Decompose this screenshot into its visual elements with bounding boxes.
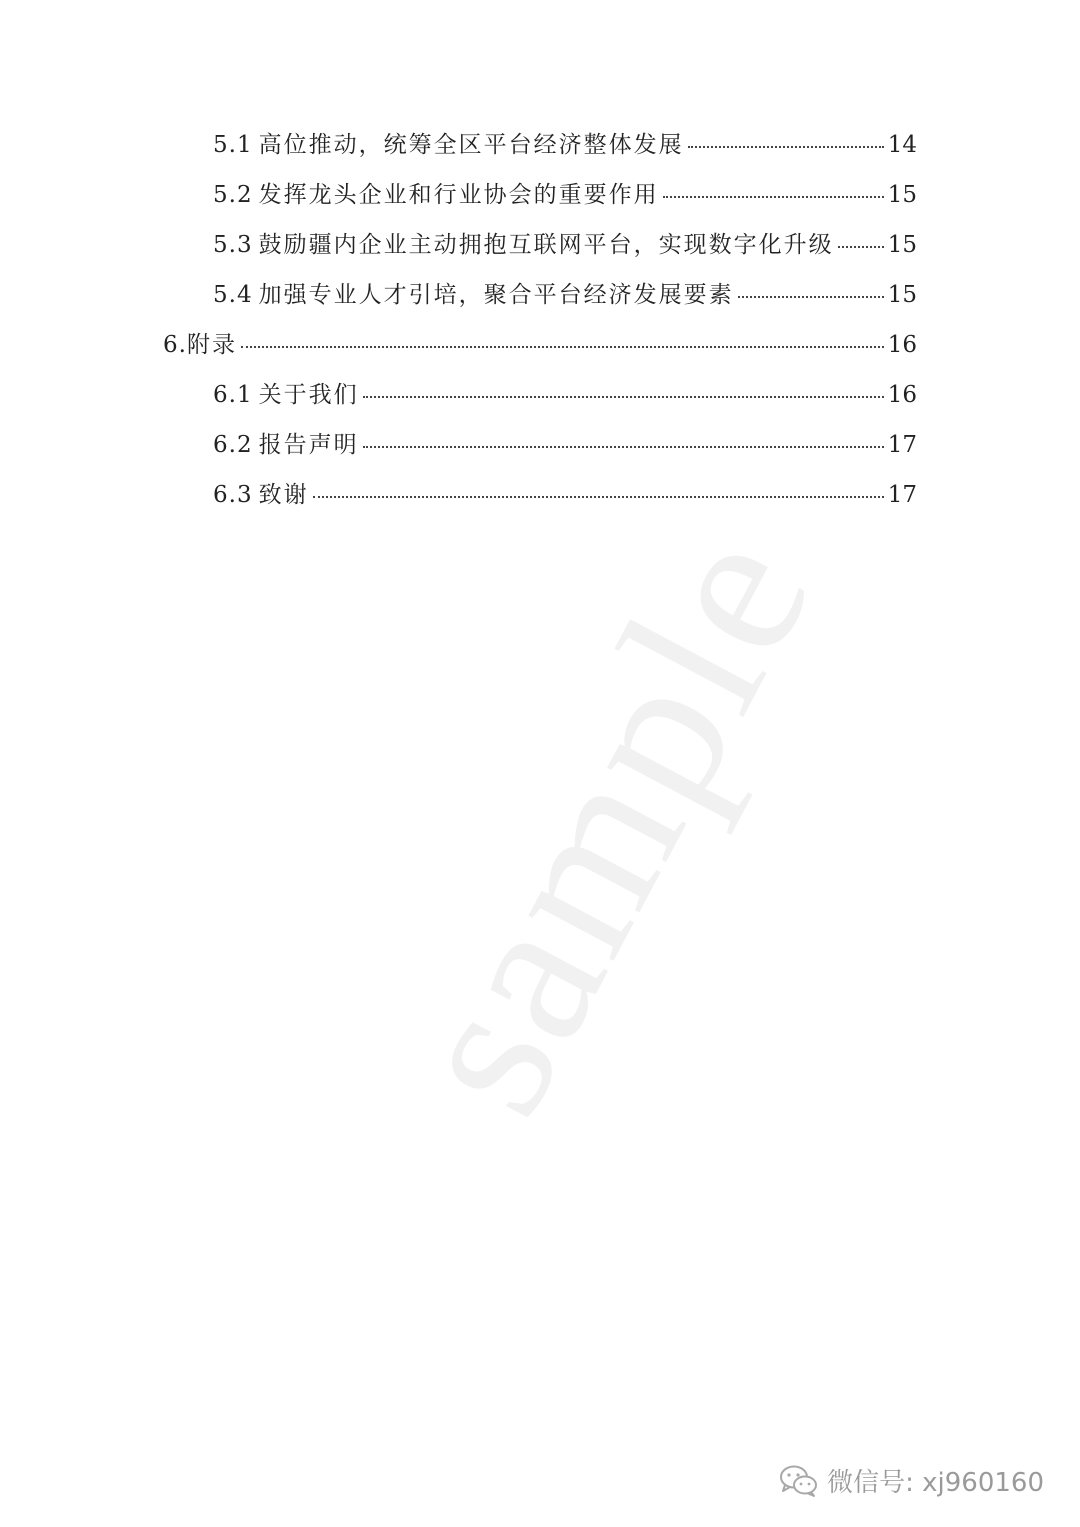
toc-entry-title: 发挥龙头企业和行业协会的重要作用 <box>258 182 659 208</box>
toc-entry-page: 15 <box>887 232 917 258</box>
toc-entry-page: 16 <box>887 332 917 358</box>
toc-entry-title: 加强专业人才引培，聚合平台经济发展要素 <box>258 282 734 308</box>
toc-entry-number: 6. <box>163 332 187 358</box>
sample-watermark: sample <box>361 492 857 1148</box>
toc-entry-number: 6.2 <box>213 432 253 458</box>
toc-leader-dots <box>688 146 884 148</box>
toc-entry-title: 关于我们 <box>258 382 359 408</box>
toc-entry-page: 15 <box>887 282 917 308</box>
toc-entry-page: 15 <box>887 182 917 208</box>
toc-entry-6-2[interactable] <box>213 426 917 466</box>
toc-entry-6-1[interactable] <box>213 376 917 416</box>
toc-entry-title: 附录 <box>186 332 237 358</box>
toc-leader-dots <box>738 296 884 298</box>
toc-leader-dots <box>363 446 884 448</box>
toc-leader-dots <box>241 346 884 348</box>
toc-leader-dots <box>363 396 884 398</box>
toc-leader-dots <box>838 246 884 248</box>
wechat-icon <box>779 1464 819 1498</box>
wechat-id-footer <box>779 1462 1044 1499</box>
toc-entry-5-2[interactable] <box>213 176 917 216</box>
toc-entry-6[interactable] <box>163 326 917 366</box>
toc-entry-number: 6.1 <box>213 382 253 408</box>
toc-entry-6-3[interactable] <box>213 476 917 516</box>
toc-entry-title: 鼓励疆内企业主动拥抱互联网平台，实现数字化升级 <box>258 232 834 258</box>
toc-leader-dots <box>313 496 884 498</box>
toc-entry-number: 5.1 <box>213 132 253 158</box>
toc-entry-page: 17 <box>887 482 917 508</box>
toc-entry-number: 5.4 <box>213 282 253 308</box>
toc-entry-title: 高位推动，统筹全区平台经济整体发展 <box>258 132 684 158</box>
toc-entry-page: 16 <box>887 382 917 408</box>
toc-entry-5-1[interactable] <box>213 126 917 166</box>
toc-entry-number: 6.3 <box>213 482 253 508</box>
toc-entry-title: 报告声明 <box>258 432 359 458</box>
toc-entry-number: 5.2 <box>213 182 253 208</box>
wechat-id-text: 微信号: xj960160 <box>827 1468 1044 1498</box>
toc-entry-page: 14 <box>887 132 917 158</box>
toc-entry-5-3[interactable] <box>213 226 917 266</box>
toc-entry-page: 17 <box>887 432 917 458</box>
toc-leader-dots <box>663 196 884 198</box>
toc-entry-5-4[interactable] <box>213 276 917 316</box>
toc-entry-title: 致谢 <box>258 482 309 508</box>
toc-entry-number: 5.3 <box>213 232 253 258</box>
